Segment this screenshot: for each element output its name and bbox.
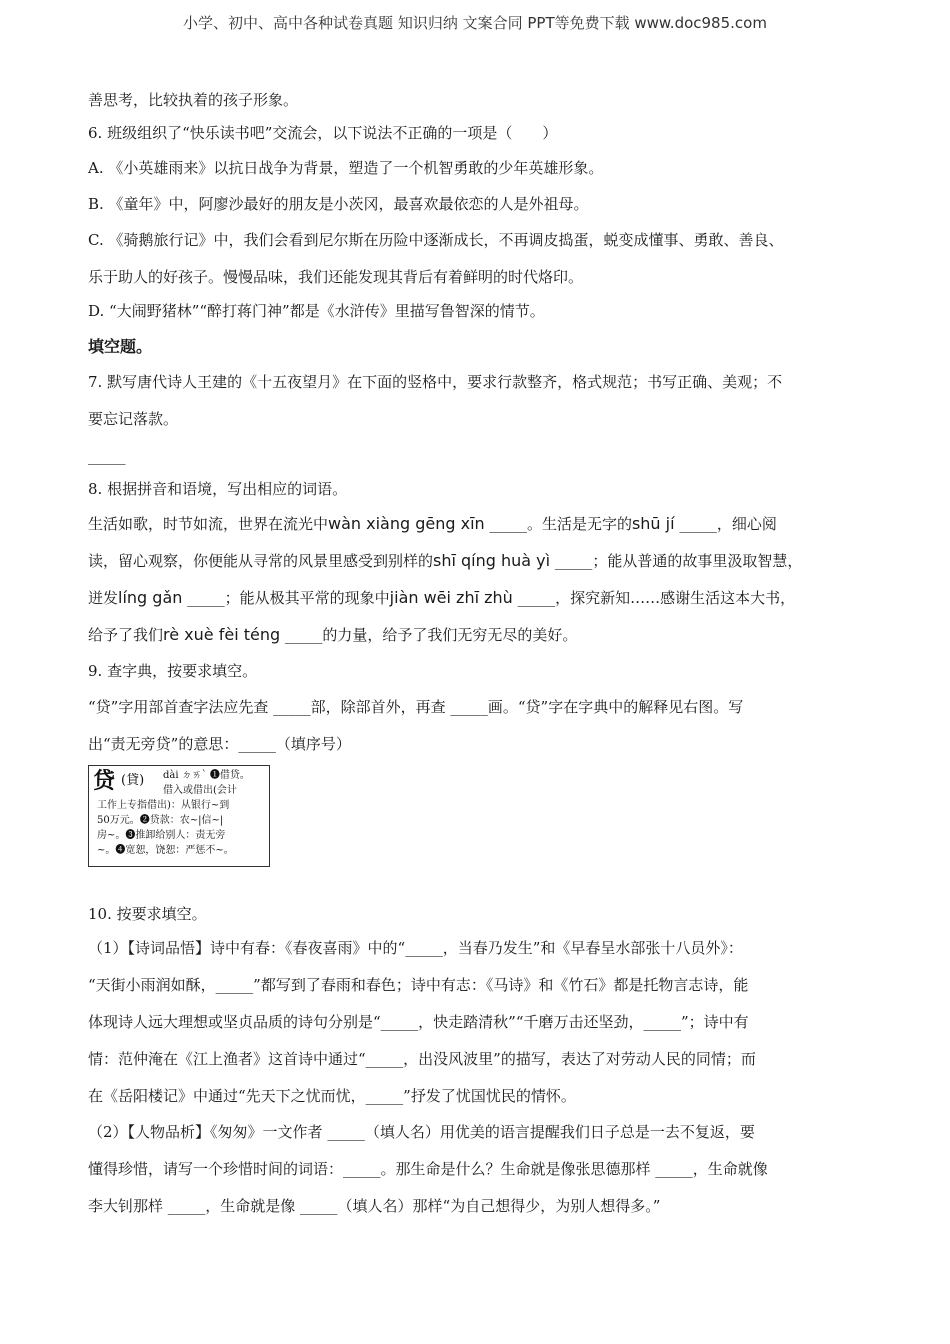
question-9-line2: 出“责无旁贷”的意思：_____（填序号） xyxy=(88,735,351,753)
pinyin-prompt: jiàn wēi zhī zhù xyxy=(389,588,513,607)
question-9: 9. 查字典，按要求填空。 xyxy=(88,662,258,680)
q10-part2-line1: （2）【人物品析】《匆匆》一文作者 _____（填人名）用优美的语言提醒我们日子总是一去不复返，要 xyxy=(88,1123,755,1141)
q6-option-c-line2: 乐于助人的好孩子。慢慢品味，我们还能发现其背后有着鲜明的时代烙印。 xyxy=(88,268,584,286)
q10-part1-line1: （1）【诗词品悟】诗中有春：《春夜喜雨》中的“_____，当春乃发生”和《早春呈水部张十八员外》： xyxy=(88,939,743,957)
q6-option-d: D. “大闹野猪林”“醉打蒋门神”都是《水浒传》里描写鲁智深的情节。 xyxy=(88,302,545,320)
question-8: 8. 根据拼音和语境，写出相应的词语。 xyxy=(88,480,348,498)
question-9-line1: “贷”字用部首查字法应先查 _____部，除部首外，再查 _____画。“贷”字在字典中的解释见右图。写 xyxy=(88,698,744,716)
question-10: 10. 按要求填空。 xyxy=(88,905,207,923)
q8-text: _____。生活是无字的 xyxy=(484,515,632,533)
q10-part1-line2: “天街小雨润如酥，_____”都写到了春雨和春色；诗中有志：《马诗》和《竹石》都是托物言志诗，能 xyxy=(88,976,749,994)
q7-answer-blank: _____ xyxy=(88,447,126,465)
q8-text: _____；能从普通的故事里汲取智慧， xyxy=(550,552,803,570)
q6-option-a: A. 《小英雄雨来》以抗日战争为背景，塑造了一个机智勇敢的少年英雄形象。 xyxy=(88,159,604,177)
section-heading: 填空题。 xyxy=(88,337,153,356)
dict-line: 50万元。❷贷款：农~|信~| xyxy=(97,815,224,826)
q8-text: _____；能从极其平常的现象中 xyxy=(182,589,390,607)
dict-line: 工作上专指借出)：从银行~到 xyxy=(97,800,230,811)
q8-row-3 xyxy=(88,588,795,608)
q6-option-c-line1: C. 《骑鹅旅行记》中，我们会看到尼尔斯在历险中逐渐成长，不再调皮捣蛋，蜕变成懂事、勇敢、善良、 xyxy=(88,231,784,249)
pinyin-prompt: shū jí xyxy=(631,514,675,533)
dict-line: 借入或借出(会计 xyxy=(163,785,237,796)
dict-line: 房~。❸推卸给别人：责无旁 xyxy=(97,830,226,841)
question-7-line2: 要忘记落款。 xyxy=(88,410,179,428)
q8-text: _____，细心阅 xyxy=(674,515,777,533)
q6-option-b: B. 《童年》中，阿廖沙最好的朋友是小茨冈，最喜欢最依恋的人是外祖母。 xyxy=(88,195,589,213)
pinyin-prompt: shī qíng huà yì xyxy=(433,551,551,570)
dict-traditional: (貸) xyxy=(121,773,145,788)
q8-row-4 xyxy=(88,625,577,645)
q8-row-1 xyxy=(88,514,777,534)
q10-part2-line3: 李大钊那样 _____，生命就是像 _____（填人名）那样“为自己想得少，为别人想得多。” xyxy=(88,1197,661,1215)
dict-pinyin: dài ㄉㄞˋ ❶借贷。 xyxy=(163,770,250,781)
question-6: 6. 班级组织了“快乐读书吧”交流会，以下说法不正确的一项是（ ） xyxy=(88,124,558,142)
q10-part2-line2: 懂得珍惜，请写一个珍惜时间的词语：_____。那生命是什么？生命就是像张思德那样 _____，生命就像 xyxy=(88,1160,768,1178)
q10-part1-line4: 情：范仲淹在《江上渔者》这首诗中通过“_____，出没风波里”的描写，表达了对劳动人民的同情；而 xyxy=(88,1050,756,1068)
question-7-line1: 7. 默写唐代诗人王建的《十五夜望月》在下面的竖格中，要求行款整齐，格式规范；书写正确、美观；不 xyxy=(88,373,783,391)
q8-text: 生活如歌，时节如流，世界在流光中 xyxy=(88,515,329,533)
q8-text: 给予了我们 xyxy=(88,626,164,644)
q8-text: 读，留心观察，你便能从寻常的风景里感受到别样的 xyxy=(88,552,434,570)
dictionary-entry-image xyxy=(88,765,270,867)
q8-row-2 xyxy=(88,551,802,571)
q8-text: _____，探究新知……感谢生活这本大书， xyxy=(512,589,796,607)
page-header: 小学、初中、高中各种试卷真题 知识归纳 文案合同 PPT等免费下载 www.doc985.com xyxy=(183,14,767,32)
q8-text: _____的力量，给予了我们无穷无尽的美好。 xyxy=(280,626,578,644)
q8-text: 迸发 xyxy=(88,589,119,607)
q5-continuation: 善思考，比较执着的孩子形象。 xyxy=(88,91,299,109)
dict-line: ~。❹宽恕，饶恕：严惩不~。 xyxy=(97,845,234,856)
q10-part1-line5: 在《岳阳楼记》中通过“先天下之忧而忧，_____”抒发了忧国忧民的情怀。 xyxy=(88,1087,576,1105)
dict-character: 贷 xyxy=(93,768,116,794)
pinyin-prompt: rè xuè fèi téng xyxy=(163,625,281,644)
pinyin-prompt: wàn xiàng gēng xīn xyxy=(328,514,485,533)
q10-part1-line3: 体现诗人远大理想或坚贞品质的诗句分别是“_____，快走踏清秋”“千磨万击还坚劲，_____”；诗中有 xyxy=(88,1013,749,1031)
pinyin-prompt: líng gǎn xyxy=(118,588,183,607)
